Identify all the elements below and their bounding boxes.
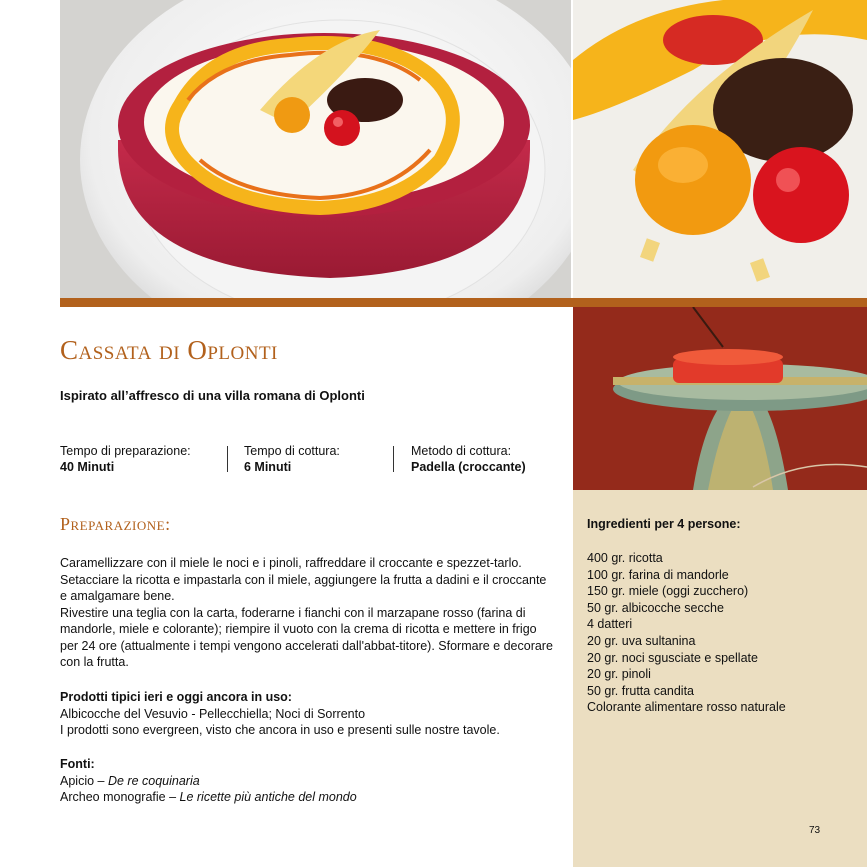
products-line: Albicocche del Vesuvio - Pellecchiella; Noci di Sorrento	[60, 706, 366, 721]
products-heading: Prodotti tipici ieri e oggi ancora in uso:	[60, 690, 292, 704]
ingredients-heading: Ingredienti per 4 persone:	[587, 517, 741, 531]
preparation-text	[60, 555, 554, 671]
sources-section	[60, 756, 554, 806]
ingredient-item: 20 gr. pinoli	[587, 667, 651, 682]
ingredient-item: 150 gr. miele (oggi zucchero)	[587, 584, 749, 599]
recipe-title: Cassata di Oplonti	[60, 335, 278, 365]
cassata-illustration	[60, 0, 571, 298]
ingredient-item: 20 gr. noci sgusciate e spellate	[587, 650, 758, 665]
ingredient-item: Colorante alimentare rosso naturale	[587, 700, 786, 715]
sources-heading: Fonti:	[60, 757, 95, 771]
cook-method-value: Padella (croccante)	[411, 460, 526, 474]
ingredient-item: 100 gr. farina di mandorle	[587, 567, 729, 582]
recipe-subtitle: Ispirato all’affresco di una villa romana di Oplonti	[60, 388, 365, 403]
header-stripe	[60, 298, 867, 307]
preparation-paragraph: Caramellizzare con il miele le noci e i pinoli, raffreddare il croccante e spezzet-tarlo. Setacciare la ricotta e impastarla con il miele, aggiungere la frutta a dadini e il croccante e amalgamare bene.	[60, 556, 547, 603]
prep-time-value: 40 Minuti	[60, 460, 115, 474]
ingredients-list	[587, 550, 786, 716]
cassata-detail-illustration	[573, 0, 867, 298]
products-section	[60, 689, 554, 739]
products-line: I prodotti sono evergreen, visto che ancora in uso e presenti sulle nostre tavole.	[60, 723, 500, 737]
meta-divider	[393, 446, 394, 472]
ingredient-item: 400 gr. ricotta	[587, 551, 663, 565]
cook-time-value: 6 Minuti	[244, 460, 292, 474]
ingredient-item: 50 gr. frutta candita	[587, 683, 695, 698]
cook-method	[411, 443, 526, 475]
source-prefix: Apicio –	[60, 773, 108, 788]
cook-time	[244, 443, 340, 475]
ingredient-item: 20 gr. uva sultanina	[587, 633, 696, 648]
source-item	[60, 773, 554, 790]
prep-time-label: Tempo di preparazione:	[60, 444, 191, 458]
page-number: 73	[809, 825, 821, 836]
preparation-paragraph: Rivestire una teglia con la carta, foderarne i fianchi con il marzapane rosso (farina di mandorle, miele e colorante); riempire il vuoto con la crema di ricotta e mettere in frigo per 24 ore (attualmente i tempi vengono accelerati dall'abbat-titore). Sformare e decorare con la frutta.	[60, 605, 553, 669]
cook-time-label: Tempo di cottura:	[244, 444, 340, 458]
source-prefix: Archeo monografie –	[60, 790, 180, 804]
prep-time	[60, 443, 191, 475]
cassata-detail-photo	[573, 0, 867, 298]
source-item	[60, 789, 554, 806]
ingredient-item: 4 datteri	[587, 617, 633, 632]
fresco-photo	[573, 307, 867, 490]
source-title: Le ricette più antiche del mondo	[179, 790, 357, 804]
meta-divider	[227, 446, 228, 472]
fresco-illustration	[573, 307, 867, 490]
preparation-heading: Preparazione:	[60, 514, 171, 534]
cook-method-label: Metodo di cottura:	[411, 444, 512, 458]
ingredient-item: 50 gr. albicocche secche	[587, 600, 724, 615]
cassata-photo	[60, 0, 571, 298]
source-title: De re coquinaria	[107, 773, 200, 788]
